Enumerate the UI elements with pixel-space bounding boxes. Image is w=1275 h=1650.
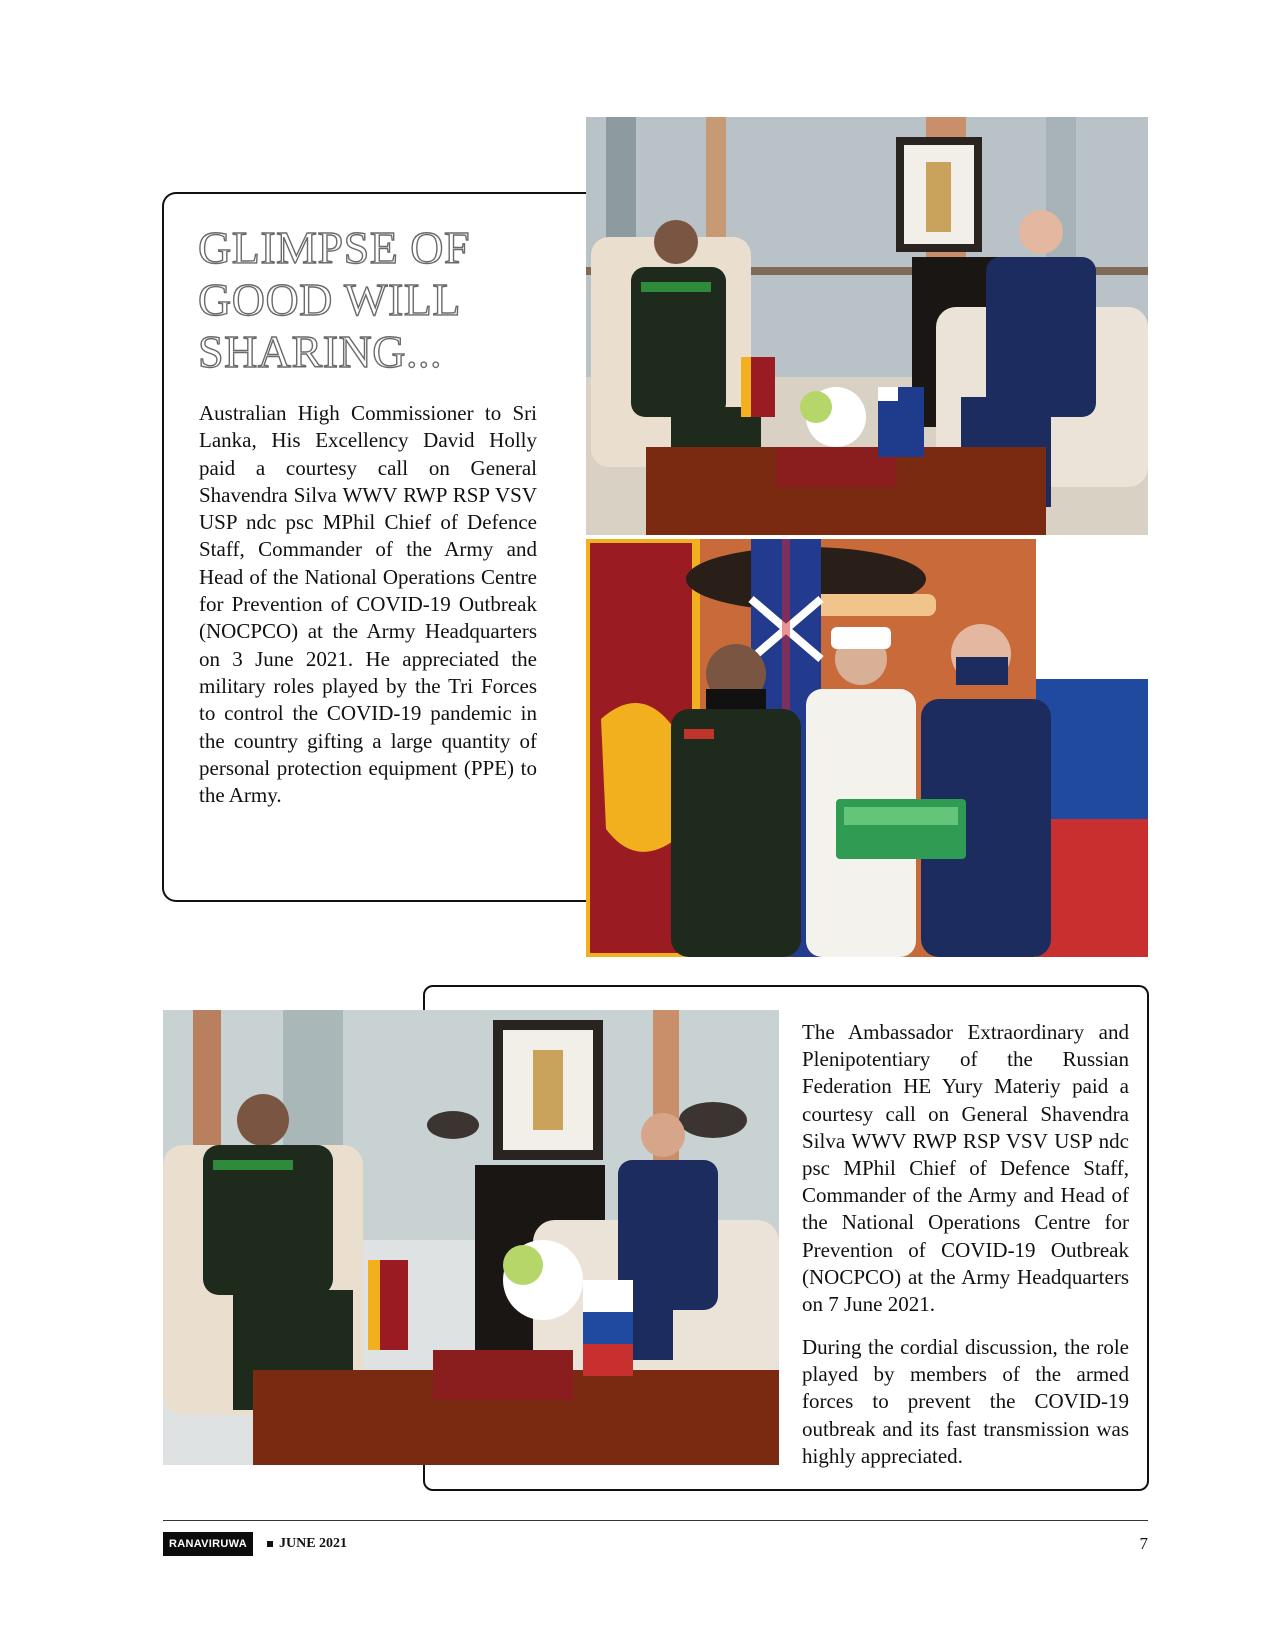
title-line-3: SHARING...: [198, 326, 442, 377]
title-line-2: GOOD WILL: [198, 274, 461, 325]
title-line-1: GLIMPSE OF: [198, 222, 471, 273]
article-body-top: Australian High Commissioner to Sri Lanka, His Excellency David Holly paid a courtesy call on General Shavendra Silva WWV RWP RSP VSV USP ndc psc MPhil Chief of Defence Staff, Commander of the Army and Head of the National Operations Centre for Prevention of COVID-19 Outbreak (NOCPCO) at the Army Headquarters on 3 June 2021. He appreciated the military roles played by the Tri Forces to control the COVID-19 pandemic in the country gifting a large quantity of personal protection equipment (PPE) to the Army.: [199, 401, 537, 808]
photo-meeting-australian-commissioner: [586, 117, 1148, 535]
footer-issue-date: JUNE 2021: [279, 1536, 348, 1551]
photo-ppe-handover: [586, 539, 1148, 957]
article-title: [198, 222, 558, 378]
page-number: 7: [1139, 1534, 1148, 1553]
article-body-bottom-paragraph-1: The Ambassador Extraordinary and Plenipotentiary of the Russian Federation HE Yury Materiy paid a courtesy call on General Shavendra Silva WWV RWP RSP VSV USP ndc psc MPhil Chief of Defence Staff, Commander of the Army and Head of the National Operations Centre for Prevention of COVID-19 Outbreak (NOCPCO) at the Army Headquarters on 7 June 2021.: [802, 1020, 1129, 1317]
footer-divider: [163, 1520, 1148, 1521]
footer-bullet-icon: [267, 1541, 273, 1547]
footer-brand: RANAVIRUWA: [163, 1532, 253, 1556]
article-body-bottom-paragraph-2: During the cordial discussion, the role played by members of the armed forces to prevent the COVID-19 outbreak and its fast transmission was highly appreciated.: [802, 1335, 1129, 1468]
photo-meeting-russian-ambassador: [163, 1010, 779, 1465]
